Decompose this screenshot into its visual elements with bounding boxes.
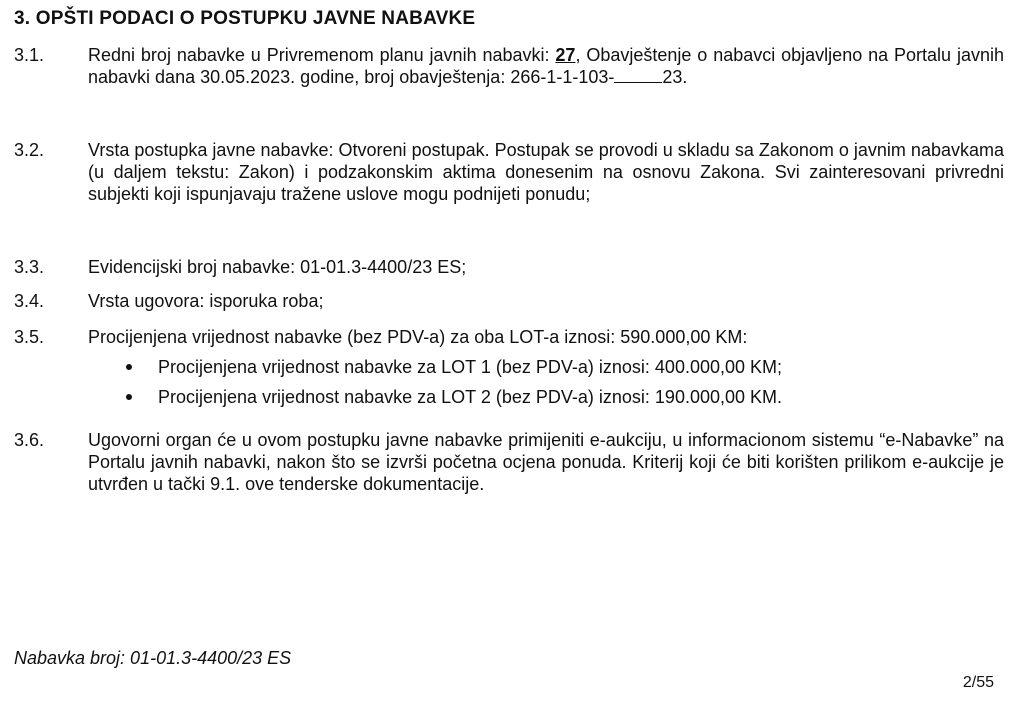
footer-procurement-number: Nabavka broj: 01-01.3-4400/23 ES xyxy=(14,648,292,668)
item-text: Vrsta ugovora: isporuka roba; xyxy=(88,291,324,311)
page-number: 2/55 xyxy=(962,674,994,691)
item-3-4 xyxy=(14,290,1004,312)
item-3-2 xyxy=(14,139,1004,205)
bullet-icon xyxy=(126,394,132,400)
item-3-6 xyxy=(14,429,1004,495)
item-number: 3.2. xyxy=(14,140,45,160)
item-text: Evidencijski broj nabavke: 01-01.3-4400/23 ES; xyxy=(88,257,467,277)
item-number: 3.4. xyxy=(14,291,45,311)
blank-line xyxy=(614,66,662,83)
item-3-3 xyxy=(14,256,1004,278)
bullet-icon xyxy=(126,364,132,370)
list-item: Procijenjena vrijednost nabavke za LOT 1 (bez PDV-a) iznosi: 400.000,00 KM; xyxy=(88,356,1004,378)
item-number: 3.1. xyxy=(14,45,45,65)
item-number: 3.5. xyxy=(14,327,45,347)
item-text: Vrsta postupka javne nabavke: Otvoreni postupak. Postupak se provodi u skladu sa Zakonom o javnim nabavkama (u daljem tekstu: Zakon) i podzakonskim aktima donesenim na osnovu Zakona. Svi zainteresovani privredni subjekti koji ispunjavaju tražene uslove mogu podnijeti ponudu; xyxy=(88,140,1004,204)
item-text: Procijenjena vrijednost nabavke (bez PDV-a) za oba LOT-a iznosi: 590.000,00 KM: Procijenjena vrijednost nabavke za LOT 1 (bez PDV-a) iznosi: 400.000,00 KM; Procijenjena vrijednost nabavke za LOT 2 (bez PDV-a) iznosi: 190.000,00 KM. xyxy=(88,326,1004,408)
item-number: 3.6. xyxy=(14,430,45,450)
plan-number: 27 xyxy=(555,45,576,65)
item-3-1 xyxy=(14,44,1004,88)
item-text: Ugovorni organ će u ovom postupku javne nabavke primijeniti e-aukciju, u informacionom sistemu “e-Nabavke” na Portalu javnih nabavki, nakon što se izvrši početna ocjena ponuda. Kriterij koji će biti korišten prilikom e-aukcije je utvrđen u tački 9.1. ove tenderske dokumentacije. xyxy=(88,430,1004,494)
list-item: Procijenjena vrijednost nabavke za LOT 2 (bez PDV-a) iznosi: 190.000,00 KM. xyxy=(88,386,1004,408)
item-3-5 xyxy=(14,326,1004,408)
lot-list xyxy=(88,356,1004,408)
section-heading: 3. OPŠTI PODACI O POSTUPKU JAVNE NABAVKE xyxy=(14,8,476,29)
item-text: Redni broj nabavke u Privremenom planu javnih nabavki: 27, Obavještenje o nabavci objavljeno na Portalu javnih nabavki dana 30.05.2023. godine, broj obavještenja: 266-1-1-103- 23. xyxy=(88,45,1004,87)
item-number: 3.3. xyxy=(14,257,45,277)
